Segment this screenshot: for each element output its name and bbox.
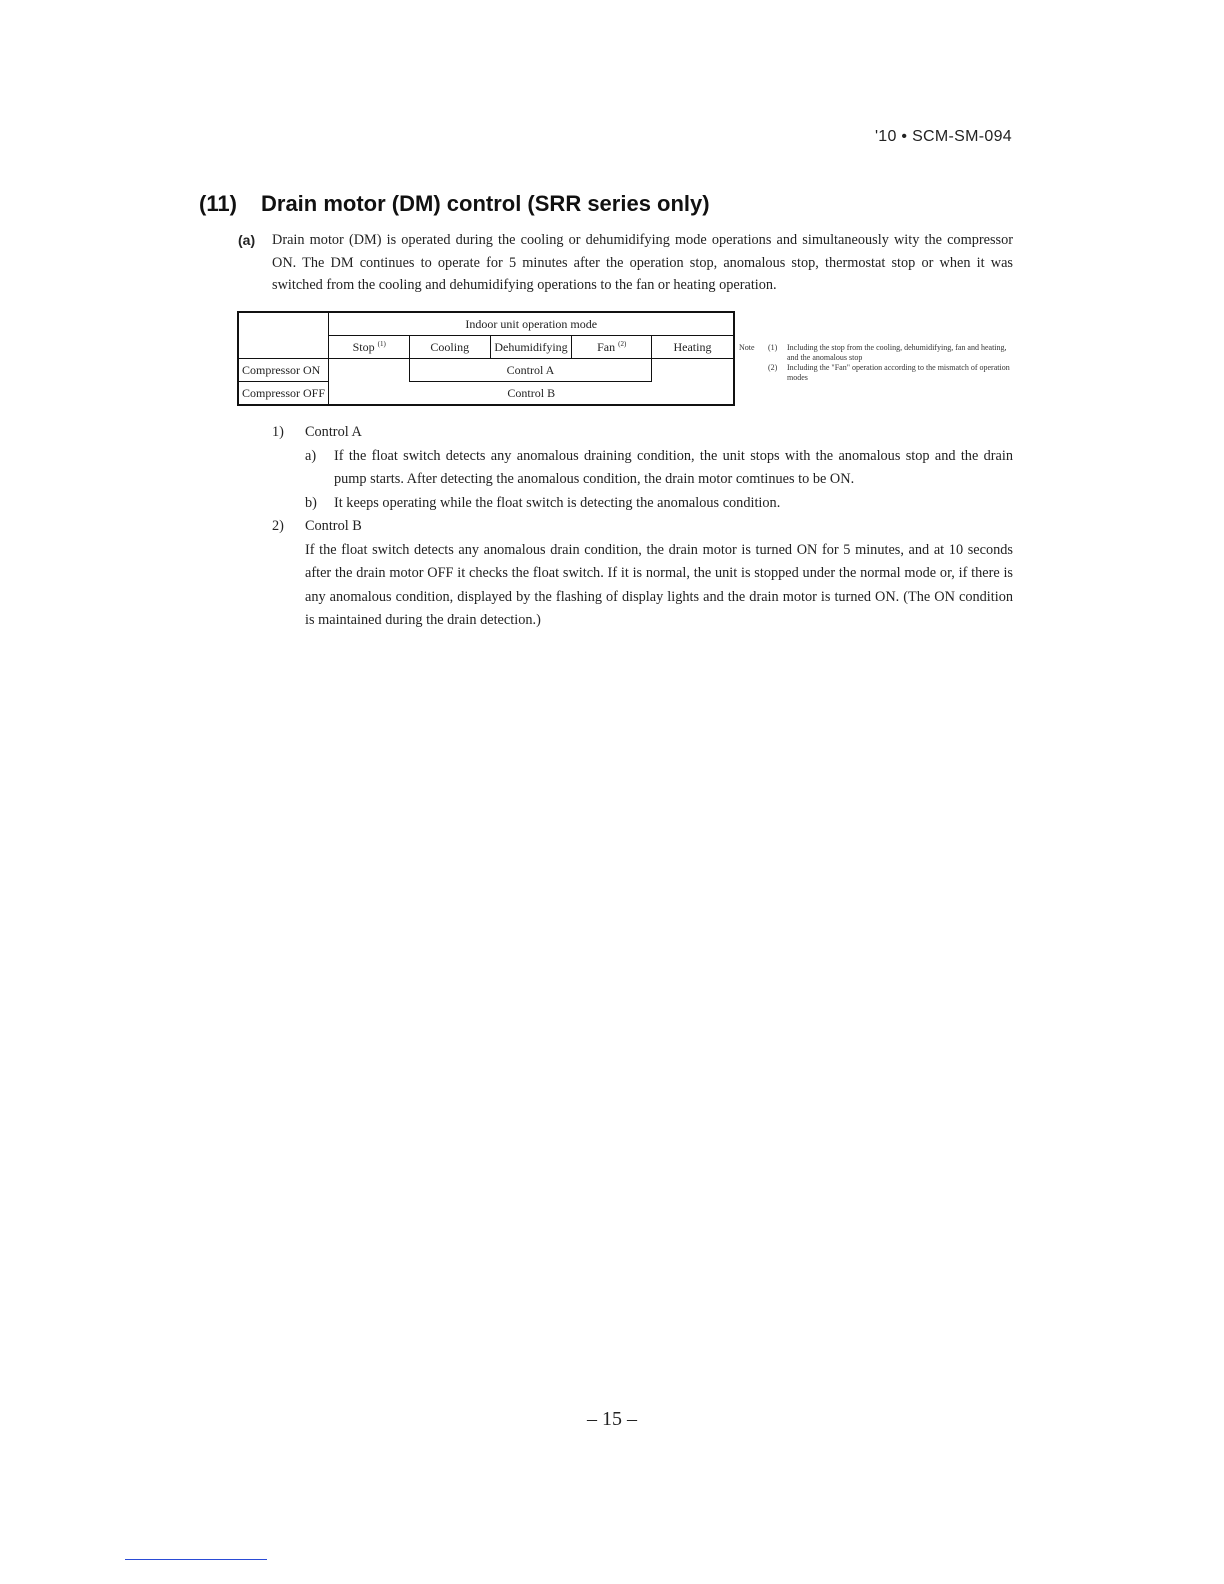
table-row [238,359,734,382]
column-header-fan: Fan $^{(2)}$ [572,336,651,359]
page-number: – 15 – [587,1408,637,1430]
note-item: (2) Including the "Fan" operation according to the mismatch of operation modes [768,363,1010,382]
control-list [272,421,1013,633]
control-b-text: If the float switch detects any anomalous drain condition, the drain motor is turned ON for 5 minutes, and at 10 seconds after the drain motor OFF it checks the float switch. If it is normal, the unit is stopped under the normal mode or, if there is any anomalous condition, displayed by the flashing of display lights and the drain motor is turned ON. (The ON condition is maintained during the drain detection.) [305,541,1013,628]
subitem-text: It keeps operating while the float switch is detecting the anomalous condition. [334,494,781,511]
column-header-heating: Heating [651,336,734,359]
control-a-cell: Control A [409,359,651,382]
control-a-subitem: a) If the float switch detects any anomalous draining condition, the unit stops with the anomalous stop and the drain pump starts. After detecting the anomalous condition, the drain motor comtinues to be ON. [305,447,1013,487]
column-header-cooling: Cooling [409,336,490,359]
table-row [238,382,734,406]
notes-label: Note [739,343,755,352]
control-b-number: 2) [272,518,284,534]
control-a-number: 1) [272,424,284,440]
paragraph-a [238,229,1013,297]
control-b-item [272,515,1013,633]
paragraph-a-text: Drain motor (DM) is operated during the cooling or dehumidifying mode operations and simultaneously wity the compressor ON. The DM continues to operate for 5 minutes after the operation stop, anomalous stop, thermostat stop or when it was switched from the cooling and dehumidifying operations to the fan or heating operation. [272,232,1013,293]
column-header-stop: Stop $^{(1)}$ [329,336,409,359]
table-header-row-group [238,312,734,336]
control-a-title: Control A [305,424,362,440]
footer-rule [125,1559,267,1560]
table-notes [739,343,1019,383]
document-id: '10 • SCM-SM-094 [874,128,1012,145]
control-a-item [272,421,1013,515]
stop-cell-empty [329,359,409,382]
table-corner-cell [238,312,329,336]
section-number: (11) [199,191,237,216]
note-text: Including the stop from the cooling, dehumidifying, fan and heating, and the anomalous stop [787,343,1007,362]
control-b-title: Control B [305,518,362,534]
section-title: Drain motor (DM) control (SRR series only) [261,191,710,216]
heating-cell-empty [651,359,734,382]
note-text: Including the "Fan" operation according to the mismatch of operation modes [787,363,1010,382]
table-header-row-columns [238,336,734,359]
control-a-subitem: b) It keeps operating while the float switch is detecting the anomalous condition. [305,494,781,511]
table-group-header: Indoor unit operation mode [329,312,734,336]
row-label-compressor-on: Compressor ON [238,359,329,382]
note-item: (1) Including the stop from the cooling, dehumidifying, fan and heating, and the anomalous stop [768,343,1007,362]
section-heading [199,191,710,217]
subitem-text: If the float switch detects any anomalous draining condition, the unit stops with the anomalous stop and the drain pump starts. After detecting the anomalous condition, the drain motor comtinues to be ON. [334,447,1013,487]
column-header-dehumidifying: Dehumidifying [490,336,572,359]
control-b-cell: Control B [329,382,734,406]
table-corner-cell-lower [238,336,329,359]
row-label-compressor-off: Compressor OFF [238,382,329,406]
paragraph-a-marker: (a) [238,232,256,248]
operation-mode-table [237,311,735,406]
